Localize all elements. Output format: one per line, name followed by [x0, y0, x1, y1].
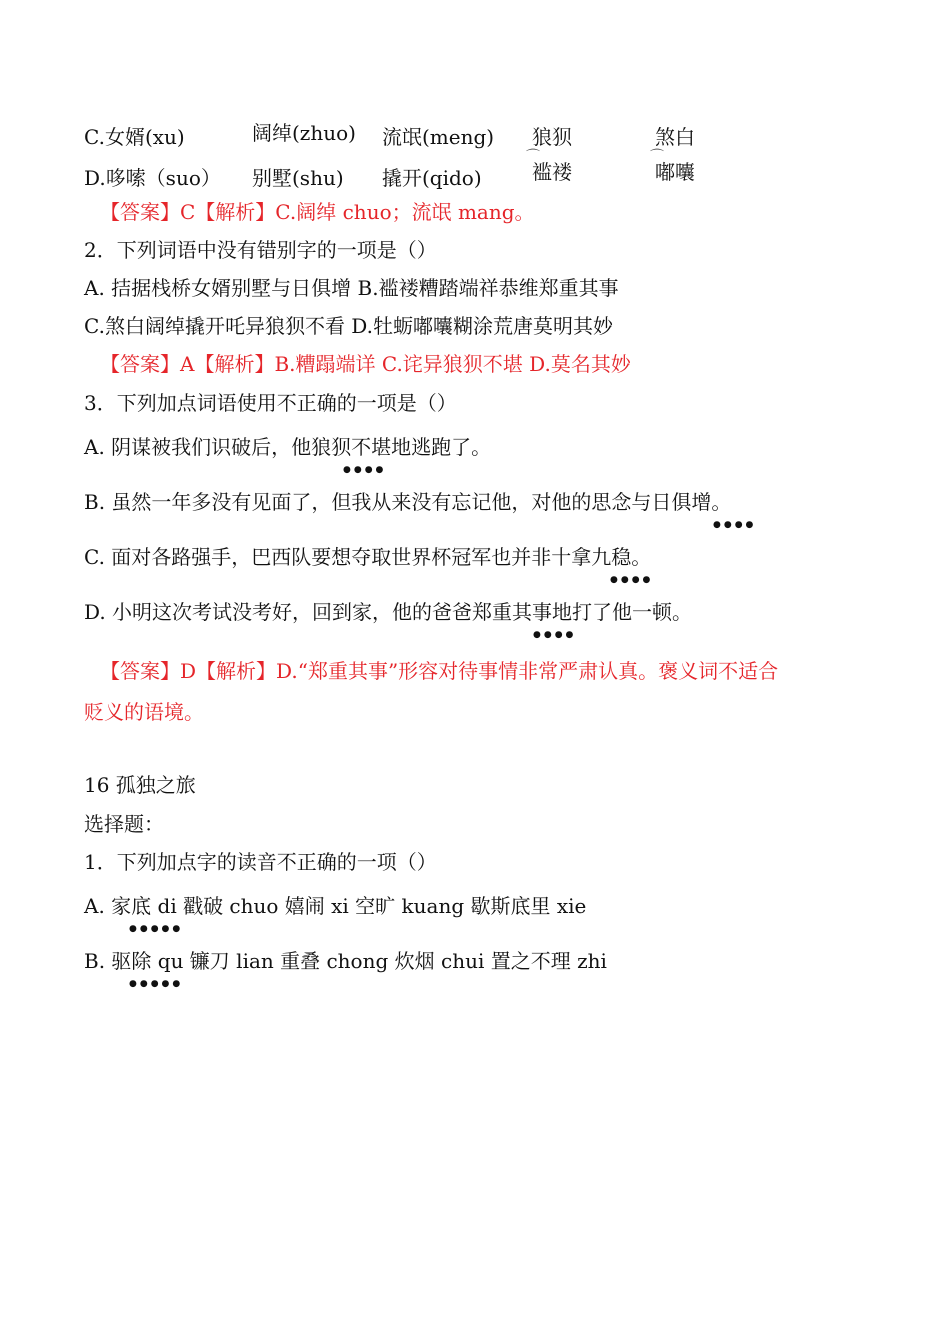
section-q1-option-a: A. 家底 di 戳破 chuo 嬉闹 xi 空旷 kuang 歇斯底里 xie: [84, 894, 587, 918]
q3-option-c: C. 面对各路强手，巴西队要想夺取世界杯冠军也并非十拿九稳。: [84, 545, 652, 569]
section-q1-option-b: B. 驱除 qu 镰刀 lian 重叠 chong 炊烟 chui 置之不理 zhi: [84, 949, 607, 973]
q3-stem: 3．下列加点词语使用不正确的一项是（）: [84, 391, 457, 415]
emphasis-dots-b: ●●●●: [713, 520, 757, 530]
q3-option-a: A. 阴谋被我们识破后，他狼狈不堪地逃跑了。: [84, 435, 492, 459]
q3-option-d: D. 小明这次考试没考好，回到家，他的爸爸郑重其事地打了他一顿。: [84, 600, 693, 624]
q1-answer: 【答案】C【解析】C.阔绰 chuo；流氓 mang。: [100, 200, 535, 224]
emphasis-dots-section-a: ●●●●●: [129, 924, 184, 934]
q1-option-c-word4: 狼狈: [532, 125, 572, 149]
q1-option-c-word2: 阔绰(zhuo): [252, 121, 356, 145]
q2-answer: 【答案】A【解析】B.糟蹋端详 C.诧异狼狈不堪 D.莫名其妙: [100, 352, 631, 376]
q2-options-ab: A. 拮据栈桥女婿别墅与日俱增 B.褴褛糟踏端祥恭维郑重其事: [84, 276, 619, 300]
emphasis-dots-a: ●●●●: [343, 465, 387, 475]
q1-option-c-word3: 流氓(meng): [382, 125, 495, 149]
section-subtitle: 选择题：: [84, 812, 164, 836]
q1-option-c-word1: C.女婿(xu): [84, 125, 185, 149]
q1-option-d-word1: D.哆嗦（suo）: [84, 166, 221, 190]
q2-stem: 2．下列词语中没有错别字的一项是（）: [84, 238, 437, 262]
bracket-mark-left: ⌒: [526, 149, 540, 165]
q1-option-d-word4: 褴褛: [532, 160, 572, 184]
q2-options-cd: C.煞白阔绰撬开吒异狼狈不看 D.牡蛎嘟囔糊涂荒唐莫明其妙: [84, 314, 613, 338]
q1-option-c-word5: 煞白: [655, 125, 695, 149]
q3-option-b: B. 虽然一年多没有见面了，但我从来没有忘记他，对他的思念与日俱增。: [84, 490, 732, 514]
emphasis-dots-d: ●●●●: [533, 630, 577, 640]
q1-option-d-word2: 别墅(shu): [252, 166, 344, 190]
emphasis-dots-c: ●●●●: [610, 575, 654, 585]
q1-option-d-word5: 嘟囔: [655, 160, 695, 184]
q3-answer-line2: 贬义的语境。: [84, 700, 204, 724]
q1-option-d-word3: 撬开(qido): [382, 166, 482, 190]
bracket-mark-right: ⌒: [650, 149, 664, 165]
q3-answer-line1: 【答案】D【解析】D.“郑重其事”形容对待事情非常严肃认真。褒义词不适合: [100, 659, 779, 683]
emphasis-dots-section-b: ●●●●●: [129, 979, 184, 989]
section-title: 16 孤独之旅: [84, 773, 196, 797]
section-q1-stem: 1．下列加点字的读音不正确的一项（）: [84, 850, 437, 874]
